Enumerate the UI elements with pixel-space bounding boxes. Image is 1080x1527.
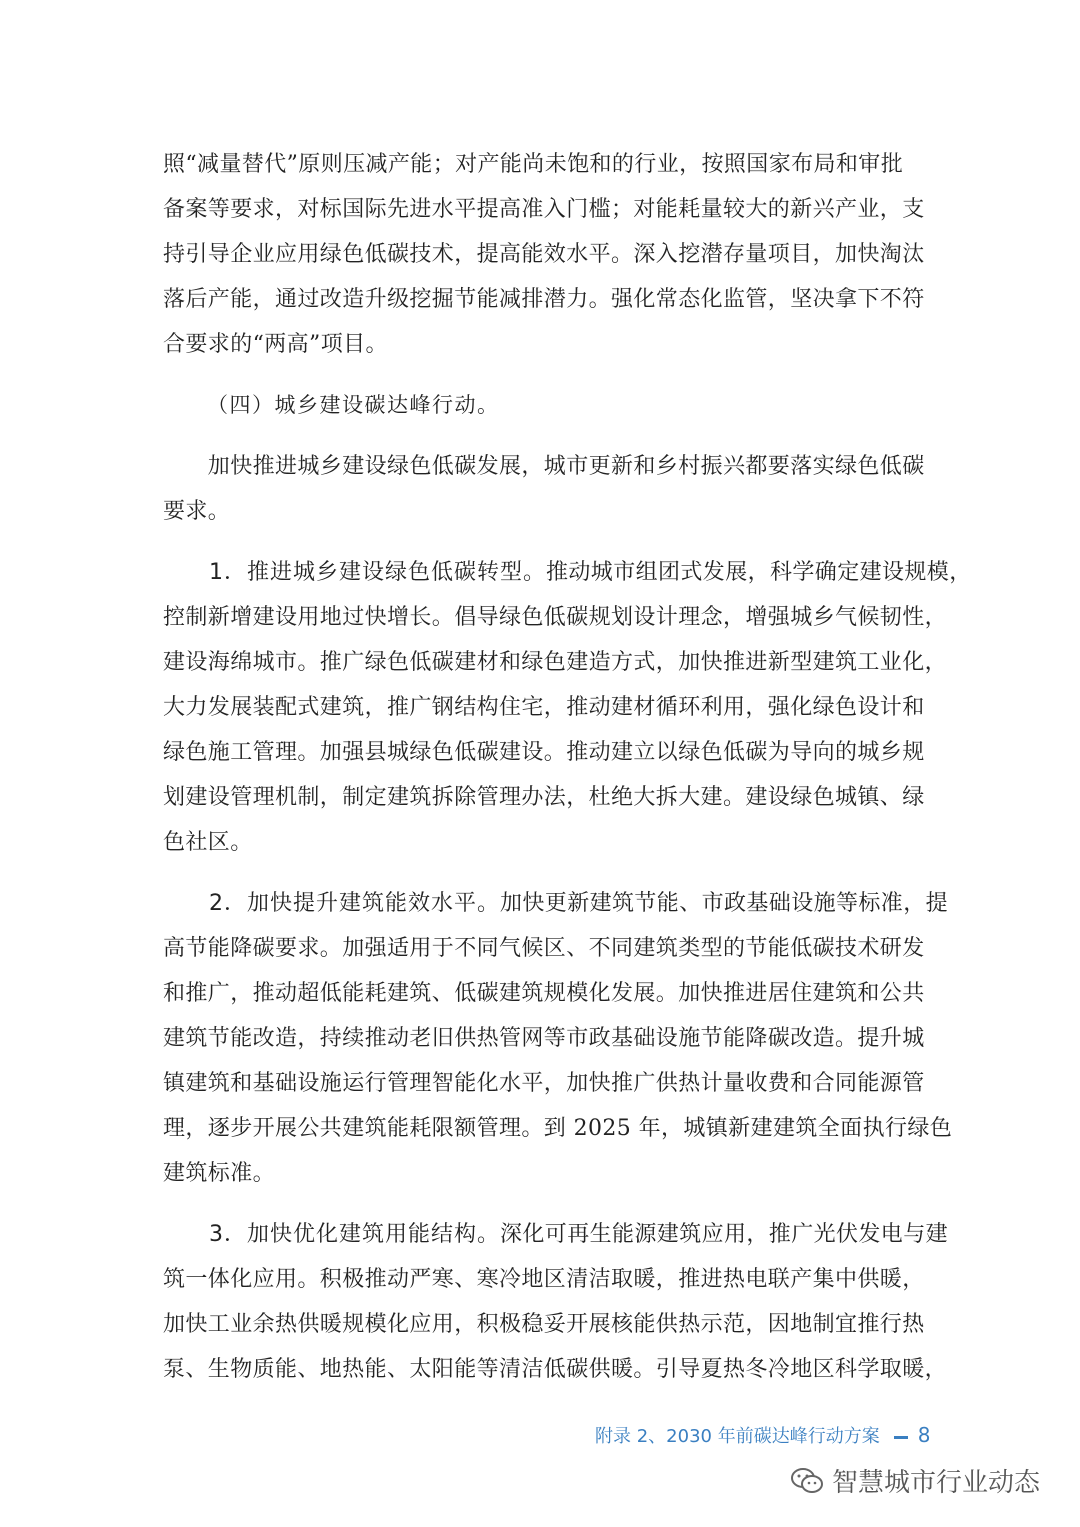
- text-line: 筑一体化应用。积极推动严寒、寒冷地区清洁取暖，推进热电联产集中供暖，: [163, 1267, 925, 1292]
- page-footer: [595, 1422, 930, 1448]
- text-line: 照“减量替代”原则压减产能；对产能尚未饱和的行业，按照国家布局和审批: [163, 152, 904, 177]
- text-line: 1．推进城乡建设绿色低碳转型。推动城市组团式发展，科学确定建设规模，: [163, 560, 972, 585]
- text-line: 2．加快提升建筑能效水平。加快更新建筑节能、市政基础设施等标准，提: [163, 891, 949, 916]
- section-heading: （四）城乡建设碳达峰行动。: [207, 393, 500, 417]
- footer-dash: [894, 1436, 908, 1439]
- text-line: 合要求的“两高”项目。: [163, 332, 388, 357]
- text-line: 加快工业余热供暖规模化应用，积极稳妥开展核能供热示范，因地制宜推行热: [163, 1312, 925, 1337]
- text-line: 3．加快优化建筑用能结构。深化可再生能源建筑应用，推广光伏发电与建: [163, 1222, 949, 1247]
- text-line: 高节能降碳要求。加强适用于不同气候区、不同建筑类型的节能低碳技术研发: [163, 936, 925, 961]
- item-lead: 3．加快优化建筑用能结构。: [163, 1222, 500, 1247]
- wechat-icon: [790, 1466, 824, 1496]
- watermark-text: 智慧城市行业动态: [832, 1468, 1041, 1498]
- text-line: 泵、生物质能、地热能、太阳能等清洁低碳供暖。引导夏热冬冷地区科学取暖，: [163, 1357, 948, 1382]
- body-text: [163, 142, 972, 1392]
- text-line: 和推广，推动超低能耗建筑、低碳建筑规模化发展。加快推进居住建筑和公共: [163, 981, 925, 1006]
- text-line: 加快推进城乡建设绿色低碳发展，城市更新和乡村振兴都要落实绿色低碳: [163, 454, 925, 479]
- paragraph: [163, 881, 953, 1196]
- text-line: 划建设管理机制，制定建筑拆除管理办法，杜绝大拆大建。建设绿色城镇、绿: [163, 785, 925, 810]
- text-line: 建设海绵城市。推广绿色低碳建材和绿色建造方式，加快推进新型建筑工业化，: [163, 650, 948, 675]
- text-line: 理，逐步开展公共建筑能耗限额管理。到 2025 年，城镇新建建筑全面执行绿色: [163, 1116, 953, 1141]
- text-line: 落后产能，通过改造升级挖掘节能减排潜力。强化常态化监管，坚决拿下不符: [163, 287, 925, 312]
- text-line: 要求。: [163, 499, 231, 524]
- text-line: 绿色施工管理。加强县城绿色低碳建设。推动建立以绿色低碳为导向的城乡规: [163, 740, 925, 765]
- paragraph: [163, 444, 925, 534]
- paragraph: [163, 1212, 949, 1392]
- wechat-watermark: [790, 1462, 1040, 1499]
- text-line: 建筑节能改造，持续推动老旧供热管网等市政基础设施节能降碳改造。提升城: [163, 1026, 925, 1051]
- text-line: 备案等要求，对标国际先进水平提高准入门槛；对能耗量较大的新兴产业，支: [163, 197, 925, 222]
- page-number: 8: [917, 1423, 931, 1447]
- text-line: 色社区。: [163, 830, 253, 855]
- paragraph: [163, 550, 972, 865]
- item-lead: 2．加快提升建筑能效水平。: [163, 891, 500, 916]
- text-line: 建筑标准。: [163, 1161, 276, 1186]
- footer-title: 附录 2、2030 年前碳达峰行动方案: [595, 1426, 880, 1447]
- text-line: 大力发展装配式建筑，推广钢结构住宅，推动建材循环利用，强化绿色设计和: [163, 695, 925, 720]
- text-line: 镇建筑和基础设施运行管理智能化水平，加快推广供热计量收费和合同能源管: [163, 1071, 925, 1096]
- text-line: 持引导企业应用绿色低碳技术，提高能效水平。深入挖潜存量项目，加快淘汰: [163, 242, 925, 267]
- text-line: 控制新增建设用地过快增长。倡导绿色低碳规划设计理念，增强城乡气候韧性，: [163, 605, 948, 630]
- item-lead: 1．推进城乡建设绿色低碳转型。: [163, 560, 546, 585]
- paragraph: [163, 142, 925, 367]
